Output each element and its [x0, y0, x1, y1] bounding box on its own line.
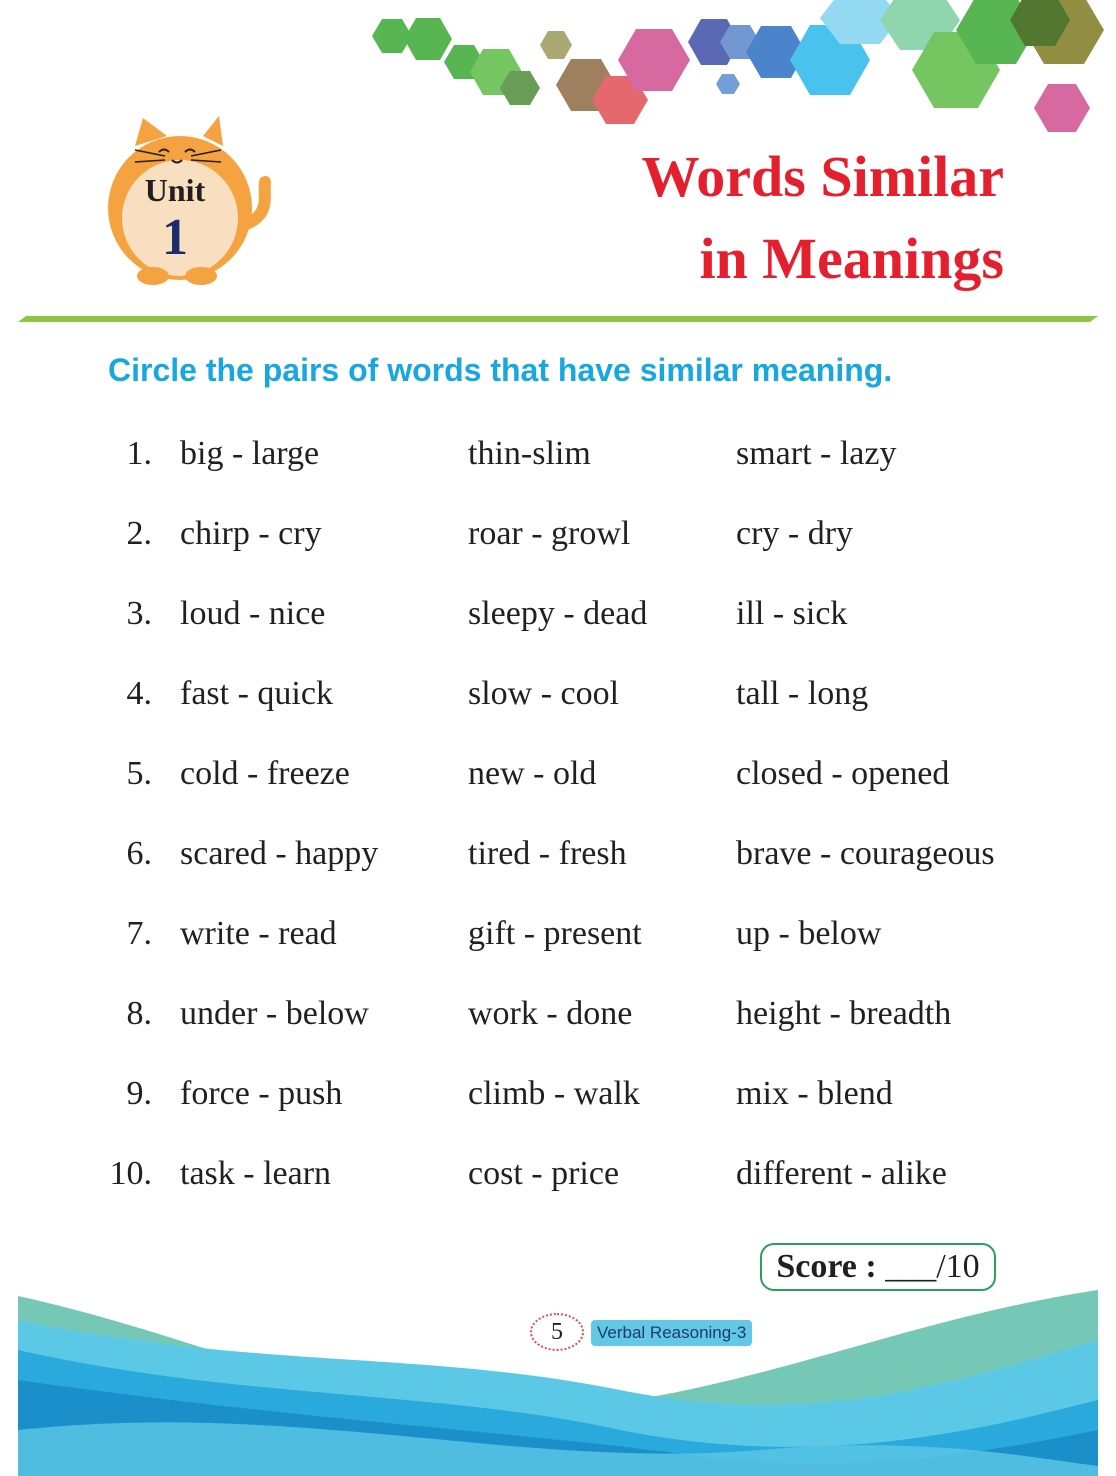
cat-paw [185, 267, 217, 285]
word-pair: chirp - cry [180, 515, 322, 552]
hexagon-shape [716, 74, 740, 94]
row-number: 9. [126, 1075, 152, 1112]
word-pair: up - below [736, 915, 882, 952]
word-pair: roar - growl [468, 515, 631, 552]
word-pair: ill - sick [736, 595, 848, 632]
hexagon-shape [404, 18, 452, 60]
word-pair: slow - cool [468, 675, 620, 712]
word-pair: big - large [180, 435, 320, 472]
word-pair: sleepy - dead [468, 595, 648, 632]
unit-number: 1 [162, 209, 188, 266]
word-pair: cold - freeze [180, 755, 350, 792]
title-divider [18, 316, 1098, 322]
row-number: 2. [126, 515, 152, 552]
row-number: 10. [109, 1155, 152, 1192]
hexagon-shape [1034, 84, 1090, 132]
word-pair: write - read [180, 915, 337, 952]
score-blank[interactable]: ___/10 [885, 1248, 980, 1285]
word-pair: gift - present [468, 915, 642, 952]
cat-paw [137, 267, 169, 285]
word-pair: tall - long [736, 675, 869, 712]
word-pair: climb - walk [468, 1075, 640, 1112]
row-number: 8. [126, 995, 152, 1032]
word-pair: different - alike [736, 1155, 947, 1192]
word-pair: smart - lazy [736, 435, 897, 472]
hexagon-shape [540, 31, 572, 59]
row-number: 7. [126, 915, 152, 952]
word-pair: loud - nice [180, 595, 326, 632]
word-pair: mix - blend [736, 1075, 893, 1112]
word-pair: new - old [468, 755, 597, 792]
instruction: Circle the pairs of words that have similar meaning. [108, 352, 893, 388]
page-number: 5 [530, 1313, 584, 1351]
row-number: 1. [126, 435, 152, 472]
footer-waves [0, 1280, 1116, 1476]
word-pair: thin-slim [468, 435, 591, 472]
row-number: 4. [126, 675, 152, 712]
row-number: 6. [126, 835, 152, 872]
page-title: Words Similar [641, 144, 1004, 209]
word-pair: cost - price [468, 1155, 620, 1192]
word-pair: tired - fresh [468, 835, 627, 872]
word-pair: force - push [180, 1075, 343, 1112]
word-pair: height - breadth [736, 995, 952, 1032]
word-pair: under - below [180, 995, 369, 1032]
word-pair: closed - opened [736, 755, 950, 792]
word-pair: brave - courageous [736, 835, 995, 872]
word-pair: cry - dry [736, 515, 854, 552]
page-title-line-2: in Meanings [699, 226, 1004, 291]
unit-label: Unit [144, 172, 206, 208]
row-number: 3. [126, 595, 152, 632]
score-label: Score : [776, 1248, 877, 1285]
word-pair: work - done [468, 995, 633, 1032]
word-pair: fast - quick [180, 675, 333, 712]
word-pair: scared - happy [180, 835, 379, 872]
row-number: 5. [126, 755, 152, 792]
word-pair: task - learn [180, 1155, 332, 1192]
book-title-tag: Verbal Reasoning-3 [591, 1320, 752, 1346]
